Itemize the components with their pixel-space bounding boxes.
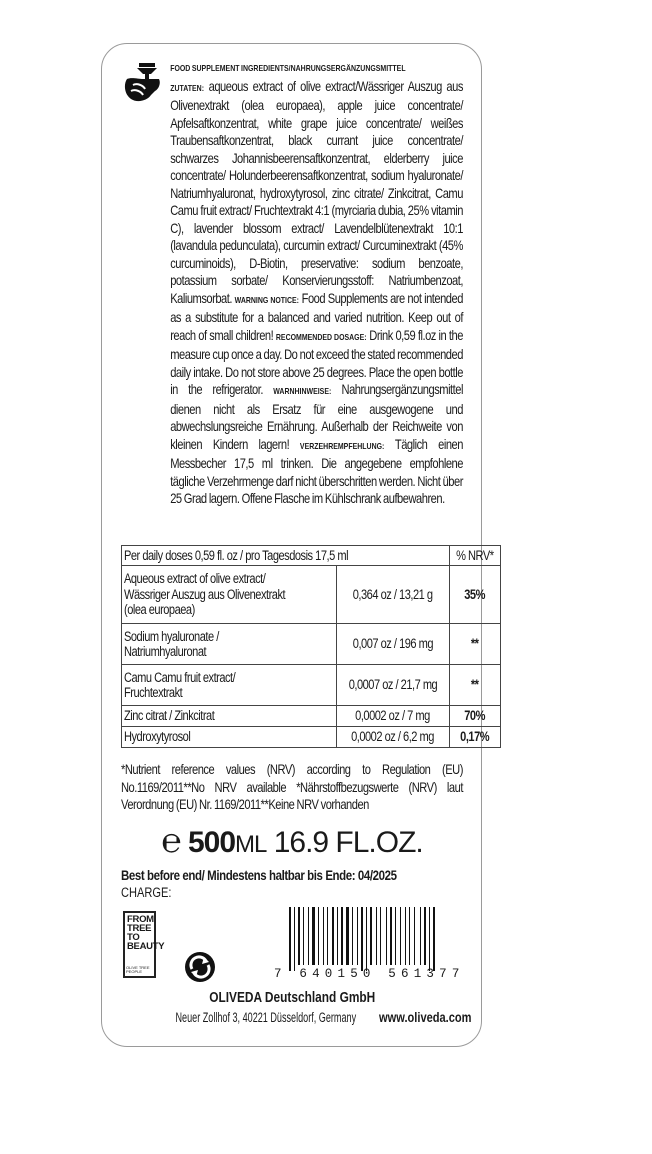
barcode-number: 7 640150 561377	[274, 967, 465, 981]
volume-line	[121, 824, 463, 862]
from-tree-to-beauty-logo	[123, 911, 165, 978]
barcode-bar	[395, 907, 396, 965]
barcode-bar	[433, 907, 435, 971]
table-header-dose: Per daily doses 0,59 fl. oz / pro Tagesdosis 17,5 ml	[124, 547, 349, 563]
table-row	[122, 727, 501, 748]
barcode-bar	[400, 907, 401, 965]
volume-ml-unit: ML	[235, 831, 267, 858]
product-label	[101, 43, 494, 1047]
barcode-bar	[337, 907, 338, 965]
row-nrv: 0,17%	[460, 729, 490, 745]
logo-text: FROM TREE TO BEAUTY	[127, 914, 165, 952]
charge-label: CHARGE:	[121, 885, 172, 900]
row-name: Camu Camu fruit extract/ Fruchtextrakt	[124, 669, 236, 700]
barcode-bar	[429, 907, 430, 971]
dosage-text: Drink 0,59 fl.oz in the measure cup once a day. Do not exceed the stated recommended daily intake. Do not store above 25 degrees. Place the open bottle in the refrigerator.	[170, 327, 463, 397]
footnote: *Nutrient reference values (NRV) according to Regulation (EU) No.1169/2011**No NRV available *Nährstoffbezugswerte (NRV) laut Verordnung (EU) Nr. 1169/2011**Keine NRV vorhanden	[121, 762, 463, 812]
ingredients-heading: FOOD SUPPLEMENT INGREDIENTS/NAHRUNGSERGÄNZUNGSMITTEL	[170, 63, 406, 73]
barcode-bar	[298, 907, 300, 965]
table-row	[122, 624, 501, 665]
barcode-bar	[346, 907, 349, 965]
barcode-bar	[323, 907, 324, 965]
row-name: Sodium hyaluronate / Natriumhyaluronat	[124, 628, 219, 659]
nutrition-table	[121, 545, 501, 748]
row-nrv: **	[470, 677, 479, 693]
barcode-bar	[390, 907, 392, 965]
estimated-sign-icon: ℮	[161, 822, 181, 860]
table-row	[122, 566, 501, 624]
ingredients-list: aqueous extract of olive extract/Wässriger Auszug aus Olivenextrakt (olea europaea), apple juice concentrate/ Apfelsaftkonzentrat, white grape juice concentrate/ weißes Traubensaftkonzentrat, black currant juice concentrate/ schwarzes Johannisbeerensaftkonzentrat, elderberry juice concentrate/ Holunderbeerensaftkonzentrat, sodium hyaluronate/ Natriumhyaluronat, hydroxytyrosol, zinc citrate/ Zinkcitrat, Camu Camu fruit extract/ Fruchtextrakt 4:1 (myrciaria dubia, 25% vitamin C), lavender blossom extract/ Lavendelblütenextrakt 10:1 (lavandula pedunculata), curcumin extract/ Curcuminextrakt (45% curcuminoids), D-Biotin, preservative: sodium benzoate, potassium sorbate/ Konservierungsstoff: Natriumbenzoat, Kaliumsorbat.	[170, 78, 463, 306]
row-amount: 0,0002 oz / 6,2 mg	[351, 729, 435, 745]
row-nrv: **	[470, 636, 479, 652]
company-name: OLIVEDA Deutschland GmbH	[208, 990, 376, 1006]
barcode-bar	[289, 907, 291, 971]
row-amount: 0,364 oz / 13,21 g	[353, 586, 433, 602]
barcode-bar	[312, 907, 315, 965]
row-name: Aqueous extract of olive extract/ Wässriger Auszug aus Olivenextrakt (olea europaea)	[124, 571, 286, 618]
warning-label: WARNING NOTICE:	[234, 294, 299, 305]
barcode-bar	[352, 907, 353, 965]
verzehr-label: VERZEHREMPFEHLUNG:	[299, 440, 385, 451]
row-name: Zinc citrat / Zinkcitrat	[124, 708, 215, 724]
address-text: Neuer Zollhof 3, 40221 Düsseldorf, Germany	[175, 1010, 357, 1025]
table-header-row	[122, 546, 501, 566]
volume-floz: 16.9 FL.OZ.	[273, 826, 423, 859]
warnhinweise-text: Nahrungsergänzungsmittel dienen nicht als Ersatz für eine ausgewogene und abwechslungsreiche Ernährung. Außerhalb der Reichweite von kleinen Kindern lagern!	[170, 382, 463, 452]
barcode-bar	[420, 907, 421, 965]
dosage-label: RECOMMENDED DOSAGE:	[275, 331, 367, 342]
table-row	[122, 706, 501, 727]
barcode-bar	[366, 907, 367, 971]
website-link[interactable]: www.oliveda.com	[379, 1010, 472, 1025]
barcode-bar	[357, 907, 358, 965]
barcode-bar	[303, 907, 304, 965]
barcode-bar	[332, 907, 334, 965]
row-nrv: 70%	[464, 708, 486, 724]
barcode-bar	[327, 907, 328, 965]
table-header-nrv: % NRV*	[456, 547, 494, 563]
barcode-bar	[341, 907, 343, 965]
barcode-bar	[376, 907, 377, 965]
barcode-bar	[370, 907, 372, 965]
barcode-bar	[380, 907, 381, 965]
barcode-bar	[318, 907, 319, 965]
row-name: Hydroxytyrosol	[124, 729, 191, 745]
zutaten-label: ZUTATEN:	[170, 82, 205, 93]
barcode-bar	[424, 907, 426, 965]
volume-ml: 500	[187, 826, 236, 859]
barcode-bar	[308, 907, 309, 965]
barcode-bar	[294, 907, 295, 971]
warning-text: Food Supplements are not intended as a substitute for a balanced and varied nutrition. Keep out of reach of small children!	[170, 290, 463, 343]
row-nrv: 35%	[464, 586, 486, 602]
table-row	[122, 665, 501, 706]
recycle-icon	[183, 950, 217, 984]
barcode-bar	[405, 907, 406, 965]
barcode-bar	[386, 907, 387, 965]
company-address	[121, 1009, 472, 1026]
best-before: Best before end/ Mindestens haltbar bis Ende: 04/2025	[121, 867, 397, 883]
warnhinweise-label: WARNHINWEISE:	[273, 386, 332, 396]
verzehr-text: Täglich einen Messbecher 17,5 ml trinken. Die angegebene empfohlene tägliche Verzehrmenge darf nicht überschritten werden. Nicht über 25 Grad lagern. Offene Flasche im Kühlschrank aufbewahren.	[170, 436, 463, 506]
ingredients-text	[121, 58, 463, 508]
barcode-bar	[361, 907, 363, 971]
row-amount: 0,007 oz / 196 mg	[352, 636, 434, 652]
barcode-bar	[409, 907, 410, 965]
logo-small-text: OLIVE TREE PEOPLE	[126, 965, 150, 974]
barcode-bar	[414, 907, 415, 965]
row-amount: 0,0002 oz / 7 mg	[355, 708, 431, 724]
row-amount: 0,0007 oz / 21,7 mg	[348, 677, 438, 693]
